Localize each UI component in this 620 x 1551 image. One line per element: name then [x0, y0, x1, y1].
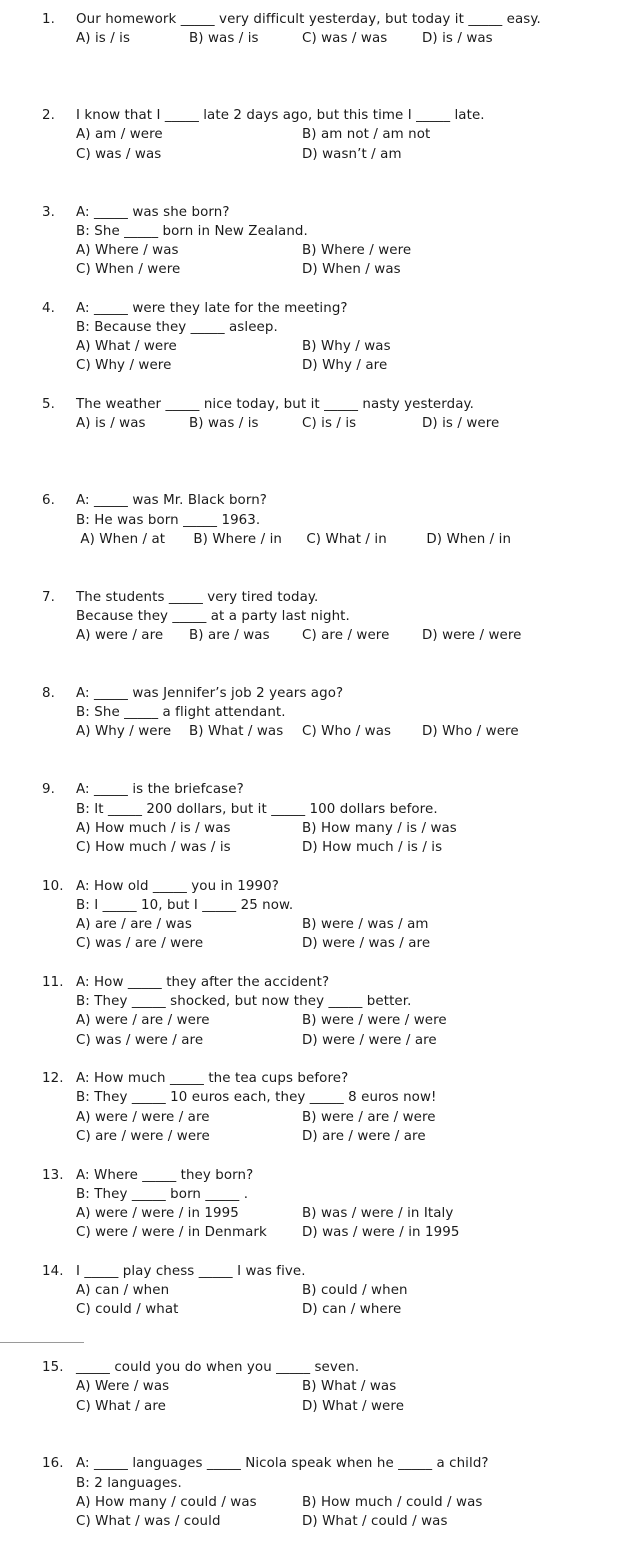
option-d[interactable]: D) When / in [422, 531, 512, 547]
answer-options [76, 337, 610, 356]
option-b[interactable]: B) am not / am not [302, 127, 431, 143]
question-body [76, 1358, 610, 1416]
question-text: B: 2 languages. [76, 1475, 182, 1491]
question-text: A: _____ is the briefcase? [76, 782, 244, 798]
question-text: B: I _____ 10, but I _____ 25 now. [76, 897, 294, 913]
question-7 [0, 588, 620, 684]
option-b[interactable]: B) were / were / were [302, 1013, 447, 1029]
option-c[interactable]: C) was / was [76, 146, 162, 162]
question-body [76, 106, 610, 164]
question-number: 11. [42, 974, 64, 990]
option-c[interactable]: C) are / were / were [76, 1128, 210, 1144]
option-c[interactable]: C) was / were / are [76, 1032, 204, 1048]
question-body [76, 780, 610, 857]
question-5 [0, 395, 620, 491]
question-number: 9. [42, 782, 55, 798]
option-a[interactable]: A) What / were [76, 339, 177, 355]
question-number: 5. [42, 397, 55, 413]
question-13 [0, 1166, 620, 1262]
option-b[interactable]: B) How many / is / was [302, 820, 457, 836]
question-body [76, 395, 610, 433]
question-body [76, 1166, 610, 1243]
answer-options [76, 1281, 610, 1300]
question-14 [0, 1262, 620, 1358]
question-text: A: _____ was Mr. Black born? [76, 493, 267, 509]
option-d[interactable]: D) is / was [422, 31, 493, 47]
option-a[interactable]: A) is / was [76, 416, 146, 432]
answer-options [76, 1397, 610, 1416]
answer-options [76, 819, 610, 838]
question-text: B: She _____ born in New Zealand. [76, 223, 308, 239]
question-number: 14. [42, 1263, 64, 1279]
question-9 [0, 780, 620, 876]
option-d[interactable]: D) Who / were [422, 724, 519, 740]
option-d[interactable]: D) were / were [422, 628, 522, 644]
question-text: The students _____ very tired today. [76, 589, 319, 605]
option-c[interactable]: C) What / was / could [76, 1514, 221, 1530]
option-b[interactable]: B) Where / were [302, 242, 412, 258]
question-body [76, 299, 610, 376]
question-text: A: How much _____ the tea cups before? [76, 1071, 349, 1087]
answer-options [76, 260, 610, 279]
question-body [76, 1069, 610, 1146]
question-number: 8. [42, 686, 55, 702]
question-text: The weather _____ nice today, but it _____ nasty yesterday. [76, 397, 475, 413]
option-c[interactable]: C) What / are [76, 1398, 166, 1414]
worksheet [0, 10, 620, 1551]
question-text: A: _____ was she born? [76, 204, 230, 220]
option-d[interactable]: D) When / was [302, 262, 401, 278]
answer-options [76, 1127, 610, 1146]
question-1 [0, 10, 620, 106]
answer-options [76, 145, 610, 164]
question-text: _____ could you do when you _____ seven. [76, 1360, 360, 1376]
answer-options [76, 414, 610, 433]
option-d[interactable]: D) were / was / are [302, 936, 431, 952]
question-body [76, 877, 610, 954]
question-6 [0, 491, 620, 587]
question-text: A: How _____ they after the accident? [76, 974, 330, 990]
answer-options [76, 241, 610, 260]
answer-options [76, 1031, 610, 1050]
question-number: 16. [42, 1456, 64, 1472]
option-c[interactable]: C) When / were [76, 262, 181, 278]
option-b[interactable]: B) could / when [302, 1283, 408, 1299]
answer-options [76, 530, 610, 549]
question-text: B: They _____ born _____ . [76, 1186, 249, 1202]
option-d[interactable]: D) was / were / in 1995 [302, 1225, 460, 1241]
answer-options [76, 1011, 610, 1030]
question-body [76, 588, 610, 646]
question-text: B: They _____ shocked, but now they _____ better. [76, 994, 412, 1010]
answer-options [76, 1512, 610, 1531]
option-a[interactable]: A) were / were / in 1995 [76, 1205, 239, 1221]
option-b[interactable]: B) was / were / in Italy [302, 1205, 454, 1221]
question-body [76, 1454, 610, 1531]
option-d[interactable]: D) are / were / are [302, 1128, 426, 1144]
option-d[interactable]: D) What / could / was [302, 1514, 448, 1530]
question-text: A: _____ languages _____ Nicola speak when he _____ a child? [76, 1456, 489, 1472]
option-c[interactable]: C) were / were / in Denmark [76, 1225, 267, 1241]
option-a[interactable]: A) When / at [76, 531, 166, 547]
option-a[interactable]: A) Were / was [76, 1379, 170, 1395]
question-number: 1. [42, 12, 55, 27]
option-b[interactable]: B) were / was / am [302, 917, 429, 933]
question-text: A: _____ were they late for the meeting? [76, 300, 348, 316]
question-text: I know that I _____ late 2 days ago, but this time I _____ late. [76, 108, 485, 124]
option-b[interactable]: B) Why / was [302, 339, 391, 355]
question-body [76, 684, 610, 742]
question-text: B: Because they _____ asleep. [76, 320, 278, 336]
option-a[interactable]: A) How much / is / was [76, 820, 231, 836]
option-a[interactable]: A) How many / could / was [76, 1494, 257, 1510]
question-number: 7. [42, 589, 55, 605]
question-text: A: Where _____ they born? [76, 1167, 254, 1183]
answer-options [76, 1223, 610, 1242]
answer-options [76, 915, 610, 934]
question-text: Our homework _____ very difficult yesterday, but today it _____ easy. [76, 12, 541, 27]
option-d[interactable]: D) What / were [302, 1398, 405, 1414]
answer-options [76, 626, 610, 645]
question-body [76, 203, 610, 280]
option-b[interactable]: B) What / was [302, 1379, 397, 1395]
option-a[interactable]: A) are / are / was [76, 917, 192, 933]
question-text: A: _____ was Jennifer’s job 2 years ago? [76, 686, 344, 702]
option-c[interactable]: C) was / are / were [76, 936, 204, 952]
answer-options [76, 1493, 610, 1512]
answer-options [76, 1300, 610, 1319]
answer-options [76, 1108, 610, 1127]
question-number: 3. [42, 204, 55, 220]
option-a[interactable]: A) is / is [76, 31, 131, 47]
question-10 [0, 877, 620, 973]
question-text: Because they _____ at a party last night. [76, 608, 350, 624]
question-text: I _____ play chess _____ I was five. [76, 1263, 306, 1279]
option-a[interactable]: A) can / when [76, 1283, 170, 1299]
option-c[interactable]: C) could / what [76, 1302, 179, 1318]
question-number: 15. [42, 1360, 64, 1376]
option-c[interactable]: C) was / was [302, 31, 388, 47]
question-number: 13. [42, 1167, 64, 1183]
option-c[interactable]: C) Who / was [302, 724, 392, 740]
option-c[interactable]: C) What / in [302, 531, 387, 547]
question-number: 2. [42, 108, 55, 124]
option-c[interactable]: C) How much / was / is [76, 839, 231, 855]
answer-options [76, 29, 610, 48]
answer-options [76, 722, 610, 741]
option-c[interactable]: C) is / is [302, 416, 357, 432]
question-2 [0, 106, 620, 202]
option-b[interactable]: B) was / is [189, 31, 259, 47]
question-15 [0, 1358, 620, 1454]
option-a[interactable]: A) were / are / were [76, 1013, 210, 1029]
page-divider [0, 1342, 84, 1343]
question-text: B: She _____ a flight attendant. [76, 705, 286, 721]
option-c[interactable]: C) Why / were [76, 358, 172, 374]
question-number: 10. [42, 878, 64, 894]
question-8 [0, 684, 620, 780]
answer-options [76, 356, 610, 375]
question-16 [0, 1454, 620, 1550]
question-text: B: He was born _____ 1963. [76, 512, 261, 528]
question-body [76, 491, 610, 549]
question-3 [0, 203, 620, 299]
question-body [76, 10, 610, 48]
option-d[interactable]: D) is / were [422, 416, 500, 432]
option-b[interactable]: B) were / are / were [302, 1109, 436, 1125]
question-text: B: They _____ 10 euros each, they _____ 8 euros now! [76, 1090, 437, 1106]
option-a[interactable]: A) were / were / are [76, 1109, 210, 1125]
question-text: A: How old _____ you in 1990? [76, 878, 279, 894]
answer-options [76, 1377, 610, 1396]
option-a[interactable]: A) Where / was [76, 242, 179, 258]
question-number: 4. [42, 300, 55, 316]
option-a[interactable]: A) Why / were [76, 724, 172, 740]
option-d[interactable]: D) were / were / are [302, 1032, 437, 1048]
option-a[interactable]: A) were / are [76, 628, 164, 644]
answer-options [76, 1204, 610, 1223]
option-d[interactable]: D) wasn’t / am [302, 146, 402, 162]
option-c[interactable]: C) are / were [302, 628, 390, 644]
question-body [76, 1262, 610, 1320]
answer-options [76, 125, 610, 144]
option-d[interactable]: D) can / where [302, 1302, 402, 1318]
question-number: 12. [42, 1071, 64, 1087]
option-a[interactable]: A) am / were [76, 127, 163, 143]
option-b[interactable]: B) was / is [189, 416, 259, 432]
question-text: B: It _____ 200 dollars, but it _____ 100 dollars before. [76, 801, 438, 817]
option-b[interactable]: B) Where / in [189, 531, 282, 547]
question-number: 6. [42, 493, 55, 509]
option-d[interactable]: D) Why / are [302, 358, 388, 374]
option-b[interactable]: B) How much / could / was [302, 1494, 483, 1510]
question-12 [0, 1069, 620, 1165]
option-b[interactable]: B) What / was [189, 724, 284, 740]
answer-options [76, 838, 610, 857]
question-11 [0, 973, 620, 1069]
answer-options [76, 934, 610, 953]
question-body [76, 973, 610, 1050]
question-4 [0, 299, 620, 395]
option-d[interactable]: D) How much / is / is [302, 839, 443, 855]
option-b[interactable]: B) are / was [189, 628, 270, 644]
